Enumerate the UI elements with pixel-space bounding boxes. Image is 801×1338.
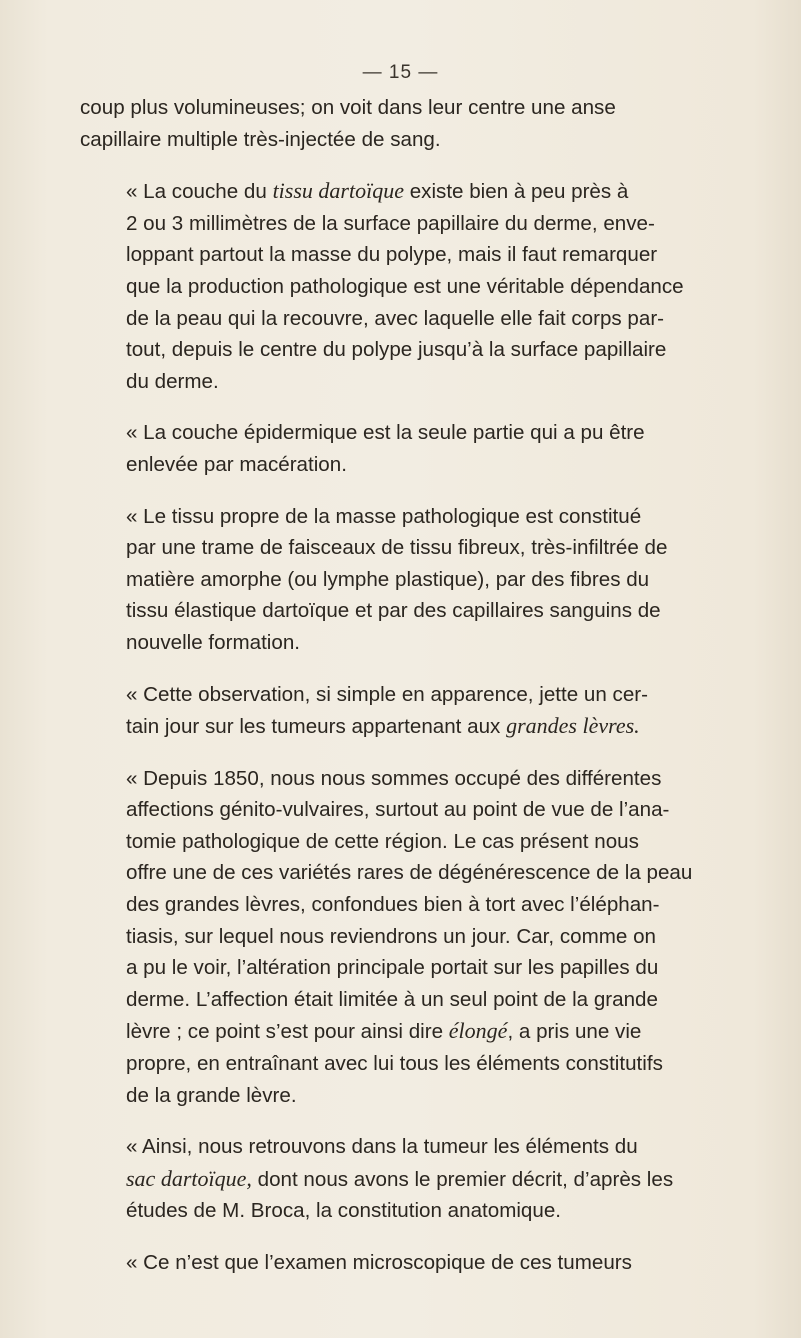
text-line [80, 1131, 734, 1163]
text-run: nouvelle formation. [126, 630, 301, 654]
text-run: tain jour sur les tumeurs appartenant aux [126, 715, 507, 739]
text-run: existe bien à peu près à [403, 180, 629, 204]
text-line [80, 208, 734, 240]
text-run: des grandes lèvres, confondues bien à tort avec l’éléphan- [126, 893, 660, 917]
text-line [80, 1048, 734, 1080]
text-run: capillaire multiple très-injectée de sang. [80, 127, 441, 151]
text-line [80, 710, 734, 743]
paragraph [80, 1247, 734, 1279]
text-run: tout, depuis le centre du polype jusqu’à la surface papillaire [126, 338, 667, 362]
text-run: du derme. [126, 369, 219, 393]
text-line [80, 952, 734, 984]
text-line [80, 921, 734, 953]
text-line [80, 889, 734, 921]
text-run: que la production pathologique est une véritable dépendance [126, 274, 684, 298]
text-line [80, 627, 734, 659]
text-line [80, 1247, 734, 1279]
text-run: propre, en entraînant avec lui tous les éléments constitutifs [126, 1052, 663, 1076]
text-line [80, 1015, 734, 1048]
text-line [80, 124, 734, 156]
text-line [80, 857, 734, 889]
text-line [80, 501, 734, 533]
text-run: a pu le voir, l’altération principale portait sur les papilles du [126, 956, 659, 980]
italic-term: grandes lèvres. [506, 713, 640, 739]
text-run: affections génito-vulvaires, surtout au point de vue de l’ana- [126, 798, 670, 822]
text-line [80, 175, 734, 208]
paragraph [80, 501, 734, 659]
text-line [80, 679, 734, 711]
italic-term: élongé [448, 1018, 508, 1044]
body-text [80, 92, 734, 1279]
text-line [80, 417, 734, 449]
text-line [80, 303, 734, 335]
text-line [80, 1080, 734, 1112]
text-run: « Ainsi, nous retrouvons dans la tumeur les éléments du [126, 1135, 638, 1159]
text-run: loppant partout la masse du polype, mais il faut remarquer [126, 243, 658, 267]
paragraph [80, 763, 734, 1112]
text-run: tiasis, sur lequel nous reviendrons un jour. Car, comme on [126, 924, 656, 948]
text-run: « Ce n’est que l’examen microscopique de ces tumeurs [126, 1251, 632, 1274]
paragraph [80, 417, 734, 480]
text-run: par une trame de faisceaux de tissu fibreux, très-infiltrée de [126, 536, 668, 560]
paragraph [80, 1131, 734, 1227]
text-run: coup plus volumineuses; on voit dans leur centre une anse [80, 96, 616, 119]
text-run: « Depuis 1850, nous nous sommes occupé des différentes [126, 766, 662, 790]
text-line [80, 271, 734, 303]
text-line [80, 1195, 734, 1227]
page-number: — 15 — [362, 62, 439, 83]
text-run: derme. L’affection était limitée à un seul point de la grande [126, 987, 658, 1011]
text-run: enlevée par macération. [126, 452, 347, 476]
text-run: matière amorphe (ou lymphe plastique), par des fibres du [126, 567, 650, 591]
italic-term: sac dartoïque, [126, 1165, 252, 1191]
text-run: de la grande lèvre. [126, 1083, 297, 1107]
text-line [80, 794, 734, 826]
text-line [80, 763, 734, 795]
text-run: lèvre ; ce point s’est pour ainsi dire [126, 1020, 449, 1044]
text-line [80, 984, 734, 1016]
text-line [80, 564, 734, 596]
text-run: « Cette observation, si simple en apparence, jette un cer- [126, 682, 648, 706]
text-line [80, 239, 734, 271]
text-line [80, 449, 734, 481]
text-run: « La couche du [126, 180, 273, 204]
paragraph [80, 679, 734, 743]
text-line [80, 92, 734, 124]
text-line [80, 366, 734, 398]
text-run: dont nous avons le premier décrit, d’après les [251, 1167, 674, 1191]
text-run: de la peau qui la recouvre, avec laquelle elle fait corps par- [126, 306, 665, 330]
text-line [80, 595, 734, 627]
text-run: « Le tissu propre de la masse pathologique est constitué [126, 504, 642, 528]
text-line [80, 1163, 734, 1196]
paragraph [80, 92, 734, 155]
text-line [80, 532, 734, 564]
text-run: offre une de ces variétés rares de dégénérescence de la peau [126, 861, 693, 885]
paragraph [80, 175, 734, 397]
text-line [80, 826, 734, 858]
text-run: « La couche épidermique est la seule partie qui a pu être [126, 421, 645, 445]
text-line [80, 334, 734, 366]
text-run: tissu élastique dartoïque et par des capillaires sanguins de [126, 599, 661, 623]
text-run: tomie pathologique de cette région. Le cas présent nous [126, 829, 639, 853]
italic-term: tissu dartoïque [272, 178, 404, 204]
text-run: études de M. Broca, la constitution anatomique. [126, 1199, 562, 1223]
text-run: , a pris une vie [507, 1020, 642, 1044]
text-run: 2 ou 3 millimètres de la surface papillaire du derme, enve- [126, 211, 655, 235]
